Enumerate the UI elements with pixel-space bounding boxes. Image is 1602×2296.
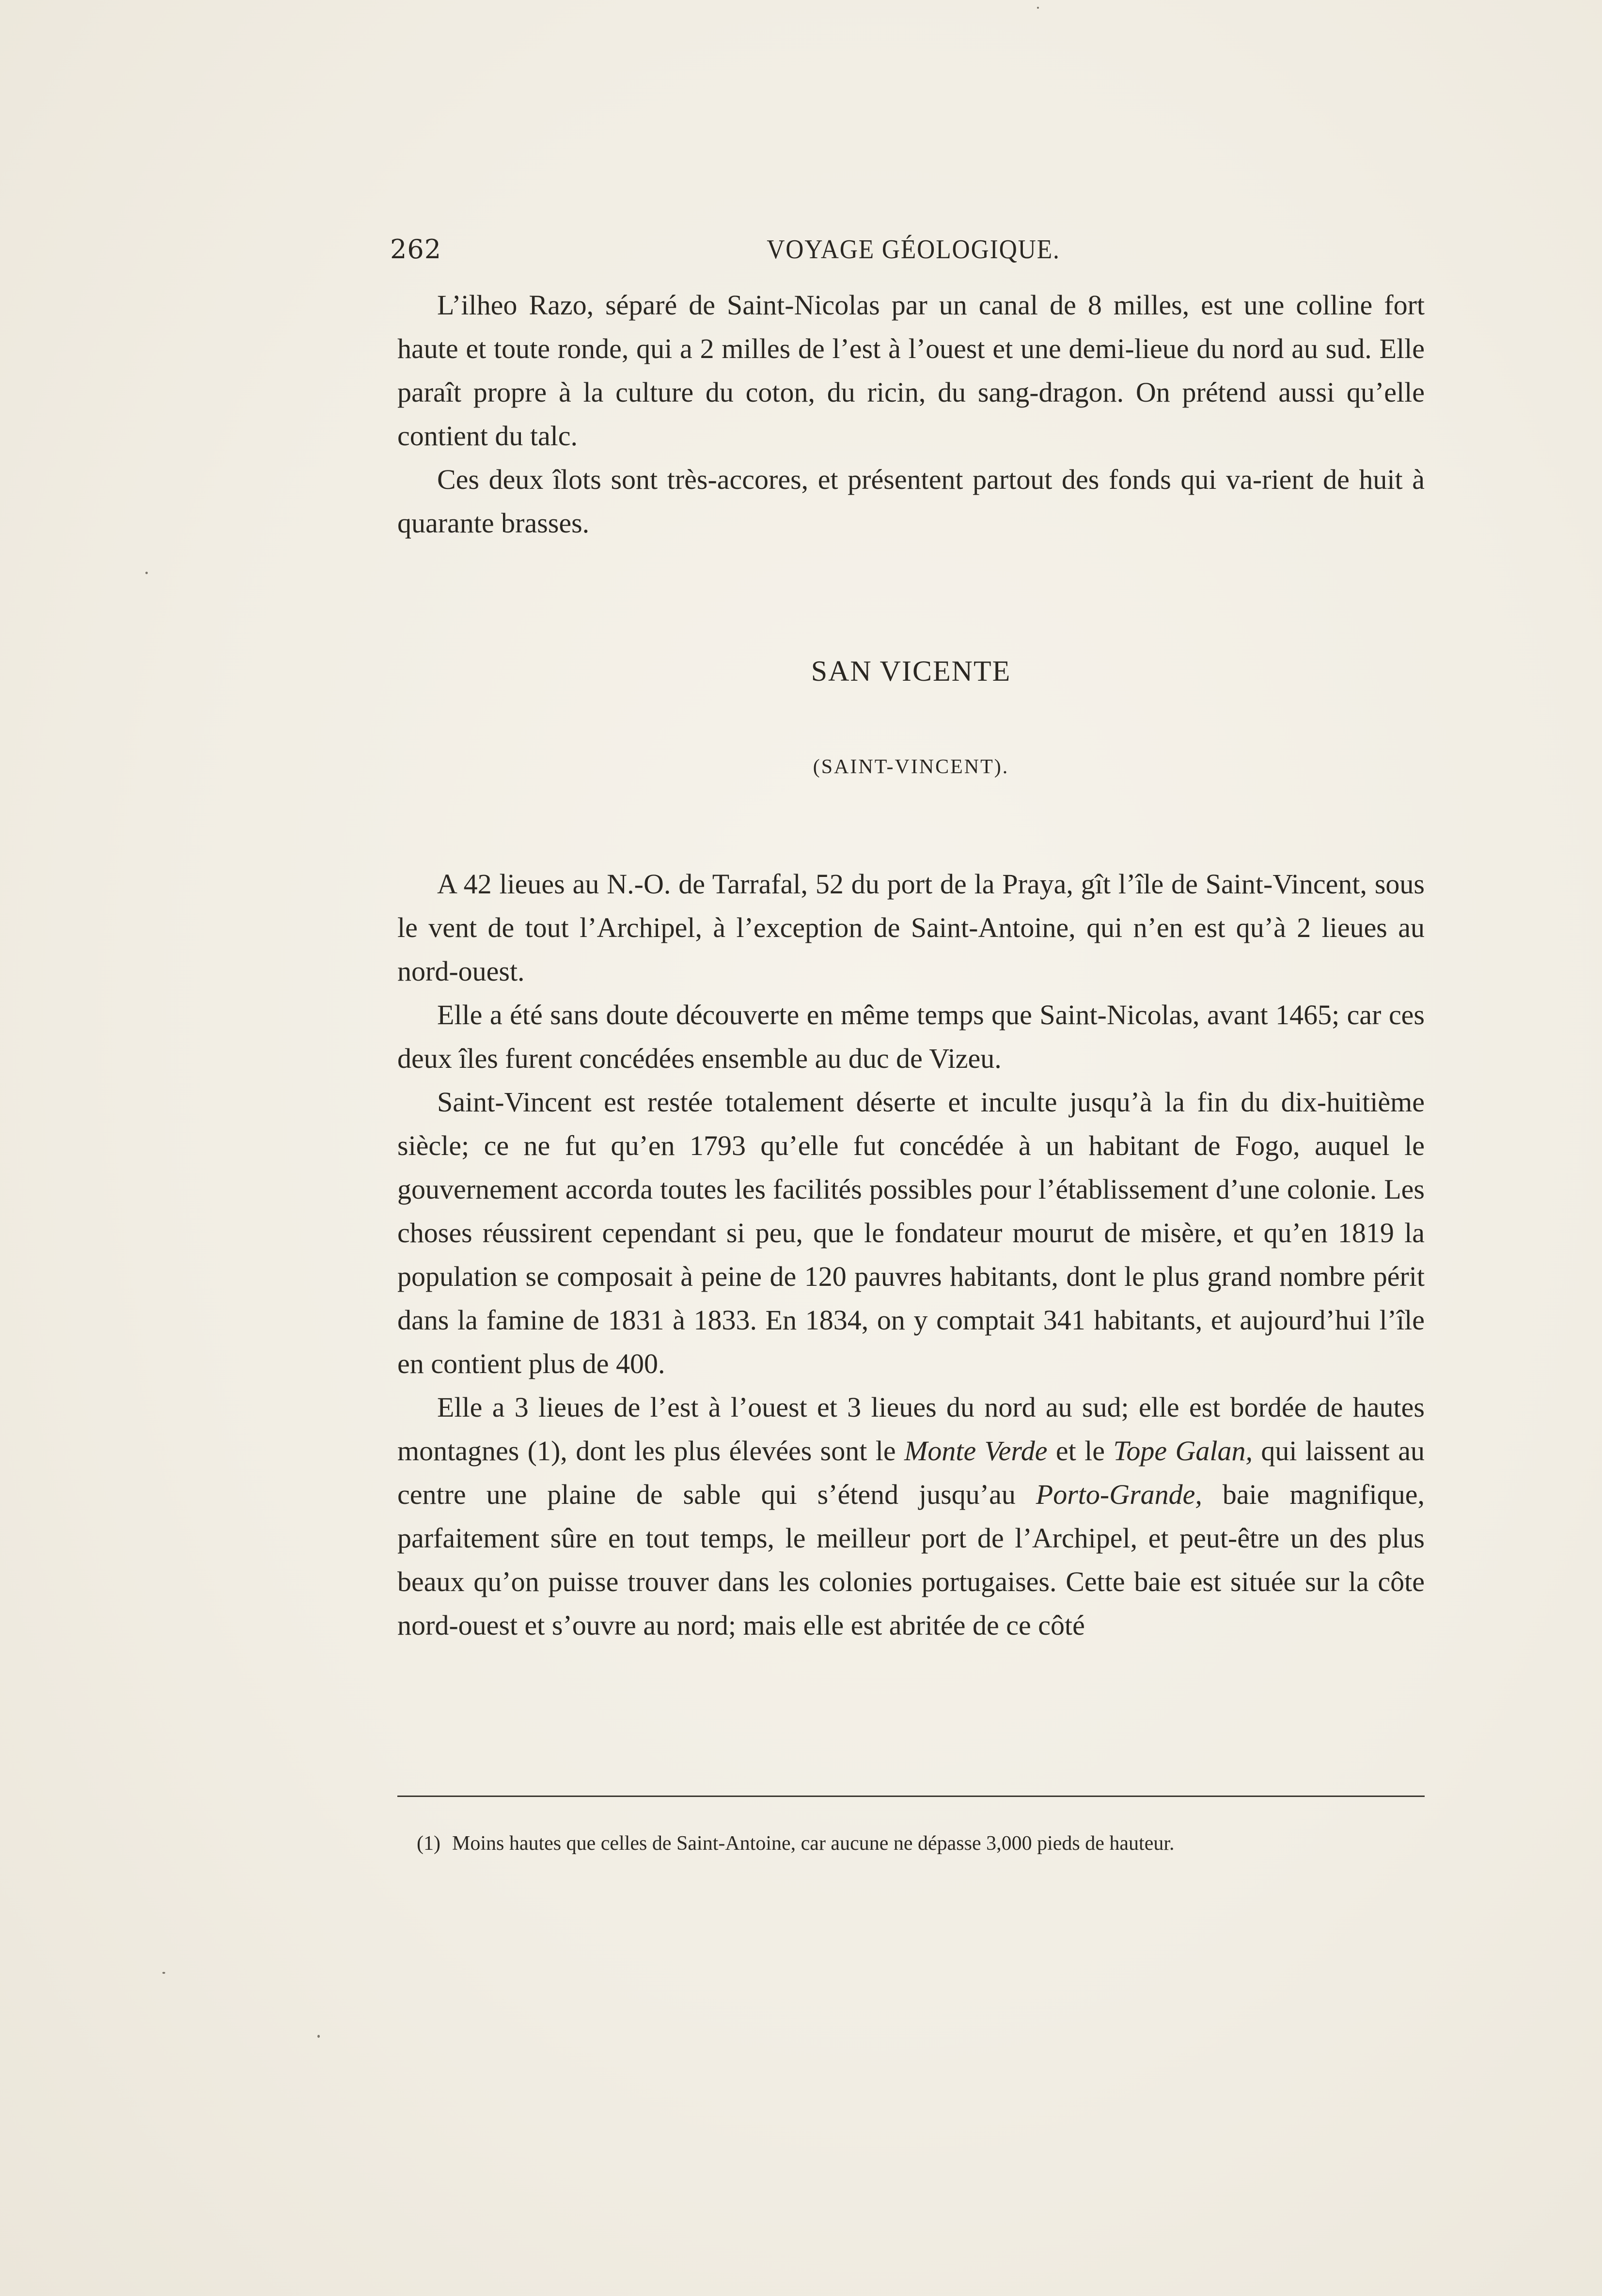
running-title: VOYAGE GÉOLOGIQUE. — [767, 234, 1060, 265]
section-subheading: (SAINT-VINCENT). — [813, 756, 1009, 778]
footnote-text: Moins hautes que celles de Saint-Antoine, car aucune ne dépasse 3,000 pieds de hauteur. — [452, 1832, 1175, 1855]
paragraph: Saint-Vincent est restée totalement déserte et inculte jusqu’à la fin du dix-huitième siècle; ce ne fut qu’en 1793 qu’elle fut concédée à un habitant de Fogo, auquel le gouvernement accorda toutes les facilités possibles pour l’établissement d’une colonie. Les choses réussirent cependant si peu, que le fondateur mourut de misère, et qu’en 1819 la population se composait à peine de 120 pauvres habitants, dont le plus grand nombre périt dans la famine de 1831 à 1833. En 1834, on y comptait 341 habitants, et aujourd’hui l’île en contient plus de 400. — [397, 1086, 1425, 1379]
text-run: baie magnifique, parfaitement sûre en tout temps, le meilleur port de l’Archipel, et peut-être un des plus beaux qu’on puisse trouver dans les colonies portugaises. Cette baie est située sur la côte nord-ouest et s’ouvre au nord; mais elle est abritée de ce côté — [397, 1479, 1425, 1641]
page-number: 262 — [390, 234, 442, 265]
text-run: Elle a 3 lieues de l’est à l’ouest et 3 lieues du nord au sud; elle est bordée de hautes montagnes (1), dont les plus élevées sont le — [397, 1391, 1425, 1467]
paper-speck — [1037, 7, 1039, 9]
text-run: qui laissent au centre une plaine de sable qui s’étend jusqu’au — [397, 1435, 1425, 1510]
paragraph: Ces deux îlots sont très-accores, et présentent partout des fonds qui va-rient de huit à quarante brasses. — [397, 464, 1425, 539]
footnote-mark: (1) — [417, 1832, 440, 1855]
section-heading: SAN VICENTE — [811, 655, 1011, 687]
text-block-san-vicente — [397, 862, 1425, 1647]
italic-place-name: Monte Verde — [904, 1435, 1048, 1467]
footnote-rule — [397, 1796, 1425, 1797]
italic-place-name: Tope Galan, — [1113, 1435, 1253, 1467]
italic-place-name: Porto-Grande, — [1036, 1479, 1202, 1510]
paragraph: A 42 lieues au N.-O. de Tarrafal, 52 du port de la Praya, gît l’île de Saint-Vincent, sous le vent de tout l’Archipel, à l’exception de Saint-Antoine, qui n’en est qu’à 2 lieues au nord-ouest. — [397, 868, 1425, 987]
paragraph: L’ilheo Razo, séparé de Saint-Nicolas par un canal de 8 milles, est une colline fort haute et toute ronde, qui a 2 milles de l’est à l’ouest et une demi-lieue du nord au sud. Elle paraît propre à la culture du coton, du ricin, du sang-dragon. On prétend aussi qu’elle contient du talc. — [397, 289, 1425, 452]
paper-speck — [317, 2035, 320, 2038]
text-run: et le — [1047, 1435, 1114, 1467]
paper-speck — [145, 572, 148, 574]
running-head — [390, 228, 1437, 271]
paragraph — [397, 1386, 1425, 1647]
paper-speck — [162, 1972, 165, 1974]
paragraph: Elle a été sans doute découverte en même temps que Saint-Nicolas, avant 1465; car ces deux îles furent concédées ensemble au duc de Vizeu. — [397, 999, 1425, 1074]
text-block-ilheo-razo — [397, 283, 1425, 545]
footnote — [417, 1827, 1434, 1860]
